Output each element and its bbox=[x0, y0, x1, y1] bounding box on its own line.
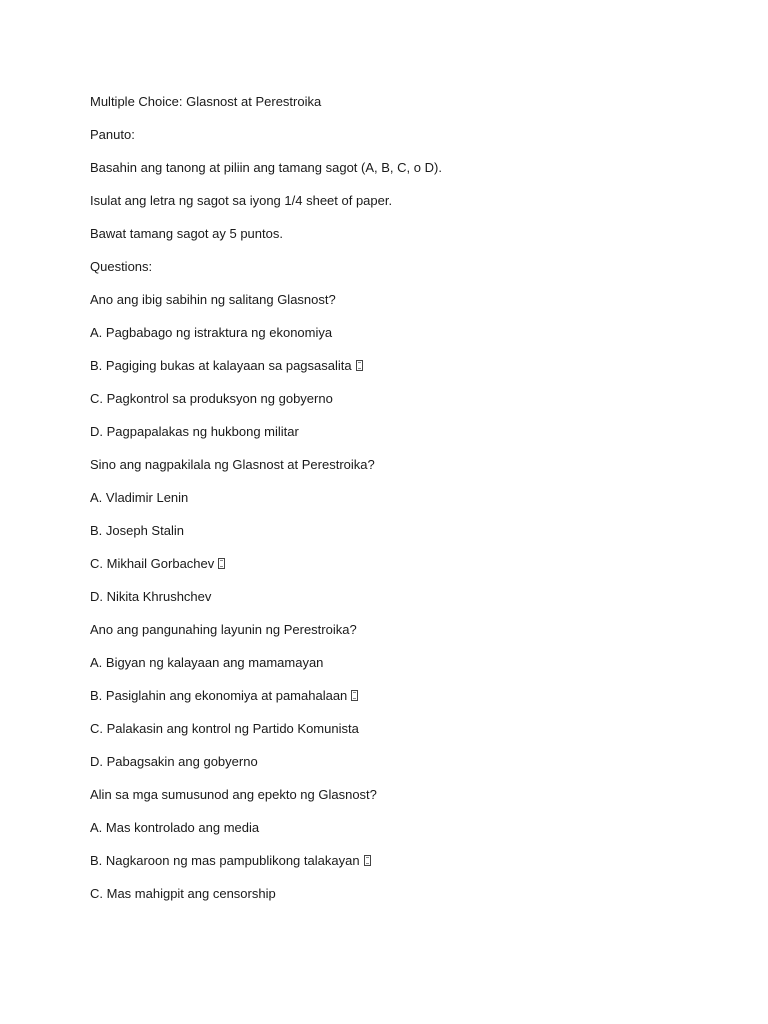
option-text: C. Palakasin ang kontrol ng Partido Komunista bbox=[90, 721, 359, 736]
question-text: Alin sa mga sumusunod ang epekto ng Glasnost? bbox=[90, 787, 377, 802]
option-line bbox=[90, 357, 710, 374]
option-text: A. Vladimir Lenin bbox=[90, 490, 189, 505]
instruction-line: Bawat tamang sagot ay 5 puntos. bbox=[90, 226, 283, 241]
option-line bbox=[90, 489, 710, 506]
option-text: A. Bigyan ng kalayaan ang mamamayan bbox=[90, 655, 324, 670]
option-text: D. Nikita Khrushchev bbox=[90, 589, 212, 604]
document-content bbox=[90, 93, 710, 918]
question-text: Ano ang pangunahing layunin ng Perestroika? bbox=[90, 622, 357, 637]
option-text: D. Pagpapalakas ng hukbong militar bbox=[90, 424, 299, 439]
option-text: A. Mas kontrolado ang media bbox=[90, 820, 260, 835]
question-text: Ano ang ibig sabihin ng salitang Glasnost? bbox=[90, 292, 336, 307]
question-text: Sino ang nagpakilala ng Glasnost at Perestroika? bbox=[90, 457, 375, 472]
option-line bbox=[90, 852, 710, 869]
option-line bbox=[90, 819, 710, 836]
option-line bbox=[90, 324, 710, 341]
instruction-line: Isulat ang letra ng sagot sa iyong 1/4 sheet of paper. bbox=[90, 193, 393, 208]
option-line bbox=[90, 588, 710, 605]
answer-check-icon bbox=[218, 558, 225, 569]
document-title: Multiple Choice: Glasnost at Perestroika bbox=[90, 94, 322, 109]
instructions-heading: Panuto: bbox=[90, 127, 135, 142]
option-line bbox=[90, 753, 710, 770]
option-text: C. Mas mahigpit ang censorship bbox=[90, 886, 276, 901]
answer-check-icon bbox=[351, 690, 358, 701]
option-text: A. Pagbabago ng istraktura ng ekonomiya bbox=[90, 325, 333, 340]
option-text: B. Joseph Stalin bbox=[90, 523, 184, 538]
option-text: B. Pagiging bukas at kalayaan sa pagsasalita bbox=[90, 358, 352, 373]
questions-heading: Questions: bbox=[90, 259, 153, 274]
option-line bbox=[90, 423, 710, 440]
option-line bbox=[90, 654, 710, 671]
answer-check-icon bbox=[364, 855, 371, 866]
option-line bbox=[90, 885, 710, 902]
option-line bbox=[90, 522, 710, 539]
option-text: C. Mikhail Gorbachev bbox=[90, 556, 215, 571]
instruction-line: Basahin ang tanong at piliin ang tamang sagot (A, B, C, o D). bbox=[90, 160, 442, 175]
option-text: D. Pabagsakin ang gobyerno bbox=[90, 754, 258, 769]
option-line bbox=[90, 687, 710, 704]
option-line bbox=[90, 720, 710, 737]
option-text: B. Nagkaroon ng mas pampublikong talakayan bbox=[90, 853, 360, 868]
answer-check-icon bbox=[356, 360, 363, 371]
option-text: C. Pagkontrol sa produksyon ng gobyerno bbox=[90, 391, 333, 406]
option-line bbox=[90, 390, 710, 407]
option-text: B. Pasiglahin ang ekonomiya at pamahalaan bbox=[90, 688, 348, 703]
option-line bbox=[90, 555, 710, 572]
